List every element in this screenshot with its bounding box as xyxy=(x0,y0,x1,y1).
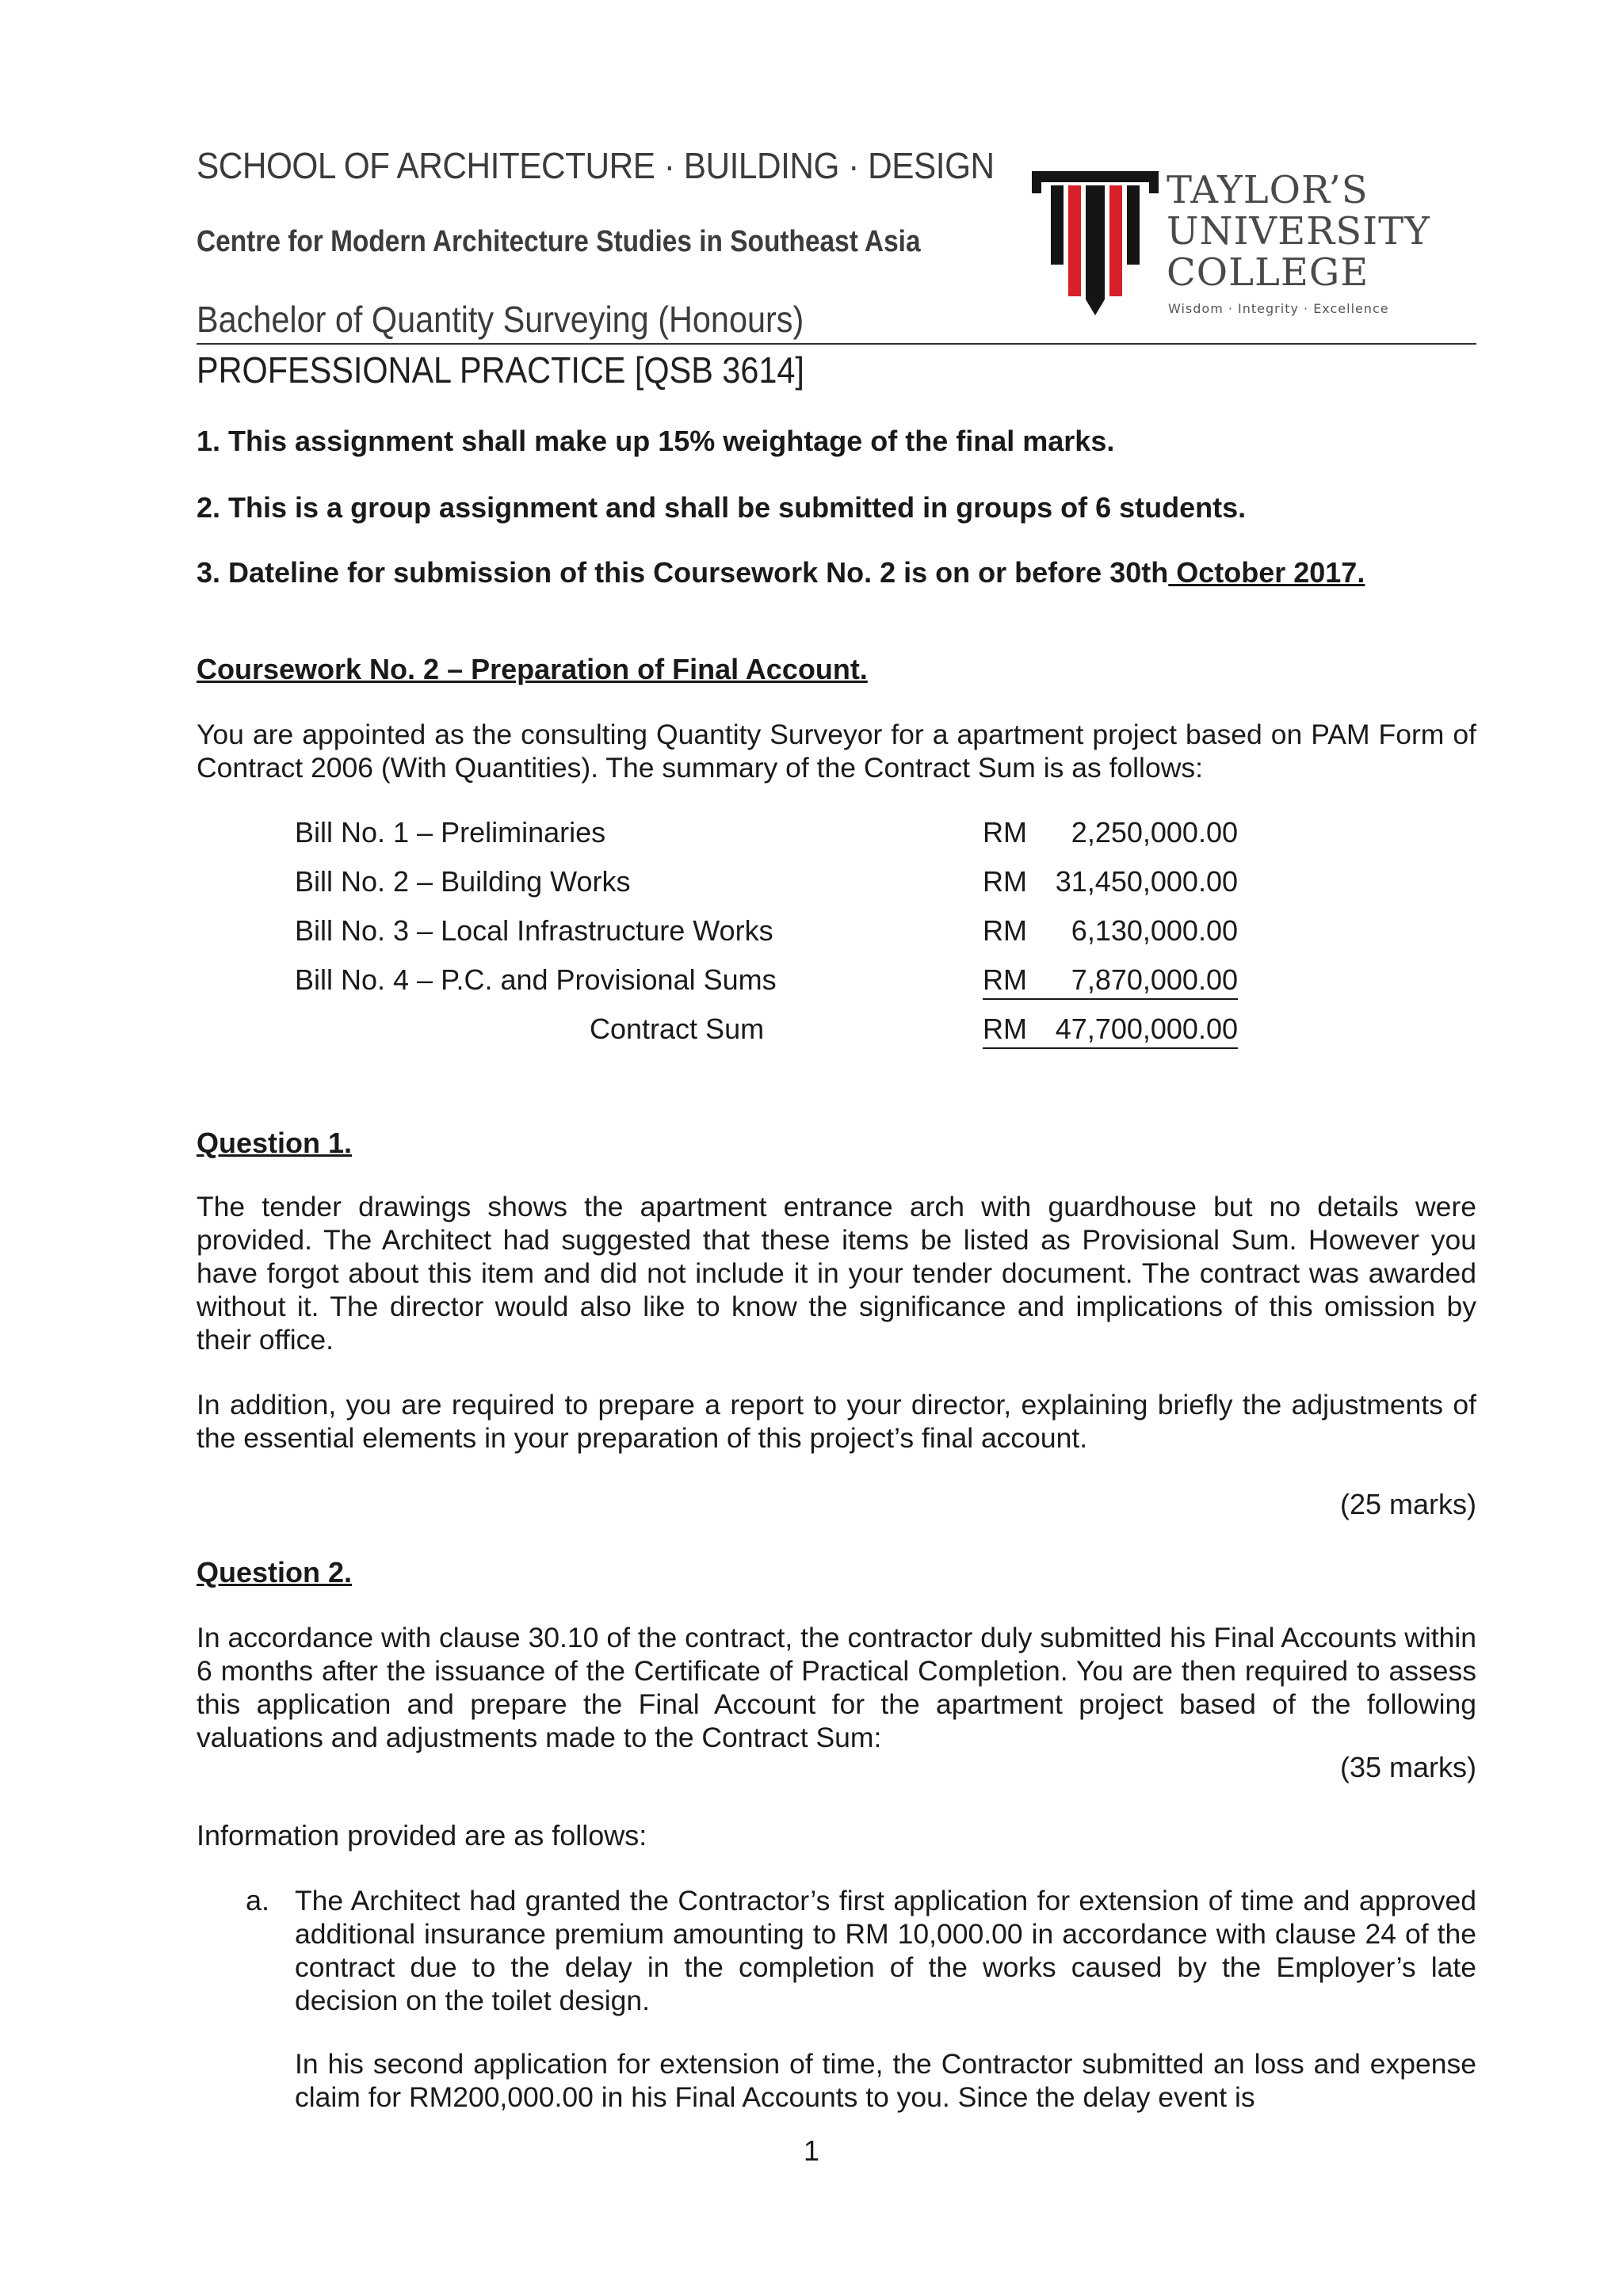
logo-line-1: TAYLOR’S xyxy=(1167,168,1369,212)
bill-label: Bill No. 3 – Local Infrastructure Works xyxy=(295,914,773,947)
header-divider xyxy=(197,343,1476,345)
coursework-heading: Coursework No. 2 – Preparation of Final Account. xyxy=(197,653,868,685)
question-2-paragraph: In accordance with clause 30.10 of the contract, the contractor duly submitted his Final Accounts within 6 months after the issuance of the Certificate of Practical Completion. You are then required to assess this application and prepare the Final Account for the apartment project based of the following valuations and adjustments made to the Contract Sum: xyxy=(197,1622,1476,1753)
item-a-paragraph-2: In his second application for extension of time, the Contractor submitted an loss and expense claim for RM200,000.00 in his Final Accounts to you. Since the delay event is xyxy=(295,2048,1476,2113)
list-marker-a: a. xyxy=(246,1884,270,1917)
bill-row xyxy=(0,914,1623,963)
bill-amount: 31,450,000.00 xyxy=(1055,865,1238,898)
contract-sum-label: Contract Sum xyxy=(590,1013,765,1045)
bill-label: Bill No. 2 – Building Works xyxy=(295,865,631,898)
university-logo xyxy=(1032,165,1476,323)
bill-currency: RM xyxy=(983,963,1027,996)
centre-name: Centre for Modern Architecture Studies in Southeast Asia xyxy=(197,225,921,258)
question-1-paragraph-1: The tender drawings shows the apartment entrance arch with guardhouse but no details were provided. The Architect had suggested that these items be listed as Provisional Sum. However you have forgot about this item and did not include it in your tender document. The contract was awarded without it. The director would also like to know the significance and implications of this omission by their office. xyxy=(197,1191,1476,1356)
page-number: 1 xyxy=(803,2134,820,2167)
contract-sum-amount: 47,700,000.00 xyxy=(1055,1013,1238,1045)
course-title: PROFESSIONAL PRACTICE [QSB 3614] xyxy=(197,349,804,391)
question-1-marks: (25 marks) xyxy=(1339,1488,1476,1520)
note-3 xyxy=(197,556,1365,589)
bill-currency: RM xyxy=(983,816,1027,849)
note-3-date: October 2017. xyxy=(1168,556,1365,589)
coursework-intro: You are appointed as the consulting Quantity Surveyor for a apartment project based on PAM Form of Contract 2006 (With Quantities). The summary of the Contract Sum is as follows: xyxy=(197,719,1476,784)
note-3-text: 3. Dateline for submission of this Coursework No. 2 is on or before 30th xyxy=(197,556,1169,589)
school-title: SCHOOL OF ARCHITECTURE · BUILDING · DESIGN xyxy=(197,145,995,186)
bill-row xyxy=(0,963,1623,1013)
logo-line-3: COLLEGE xyxy=(1167,250,1369,295)
question-1-heading: Question 1. xyxy=(197,1127,353,1159)
logo-motto: Wisdom · Integrity · Excellence xyxy=(1168,301,1389,316)
question-2-marks: (35 marks) xyxy=(1339,1751,1476,1783)
bill-amount: 2,250,000.00 xyxy=(1071,816,1238,849)
question-2-heading: Question 2. xyxy=(197,1556,353,1589)
note-2: 2. This is a group assignment and shall be submitted in groups of 6 students. xyxy=(197,491,1247,524)
bill-currency: RM xyxy=(983,865,1027,898)
contract-sum-row xyxy=(0,1013,1623,1062)
bill-amount: 6,130,000.00 xyxy=(1071,914,1238,947)
degree-title: Bachelor of Quantity Surveying (Honours) xyxy=(197,299,804,340)
amount-underline xyxy=(983,998,1238,1000)
bill-amount: 7,870,000.00 xyxy=(1071,963,1238,996)
bill-row xyxy=(0,865,1623,914)
bill-currency: RM xyxy=(983,914,1027,947)
item-a-paragraph-1: The Architect had granted the Contractor’s first application for extension of time and approved additional insurance premium amounting to RM 10,000.00 in accordance with clause 24 of the contract due to the delay in the completion of the works caused by the Employer’s late decision on the toilet design. xyxy=(295,1885,1476,2016)
bill-label: Bill No. 4 – P.C. and Provisional Sums xyxy=(295,963,777,996)
bill-label: Bill No. 1 – Preliminaries xyxy=(295,816,606,849)
bill-row xyxy=(0,816,1623,865)
logo-line-2: UNIVERSITY xyxy=(1167,209,1430,254)
contract-sum-currency: RM xyxy=(983,1013,1027,1045)
logo-emblem-icon xyxy=(1032,165,1159,323)
question-1-paragraph-2: In addition, you are required to prepare a report to your director, explaining briefly the adjustments of the essential elements in your preparation of this project’s final account. xyxy=(197,1389,1476,1454)
total-underline xyxy=(983,1047,1238,1049)
information-intro: Information provided are as follows: xyxy=(197,1819,647,1852)
note-1: 1. This assignment shall make up 15% weightage of the final marks. xyxy=(197,425,1115,457)
